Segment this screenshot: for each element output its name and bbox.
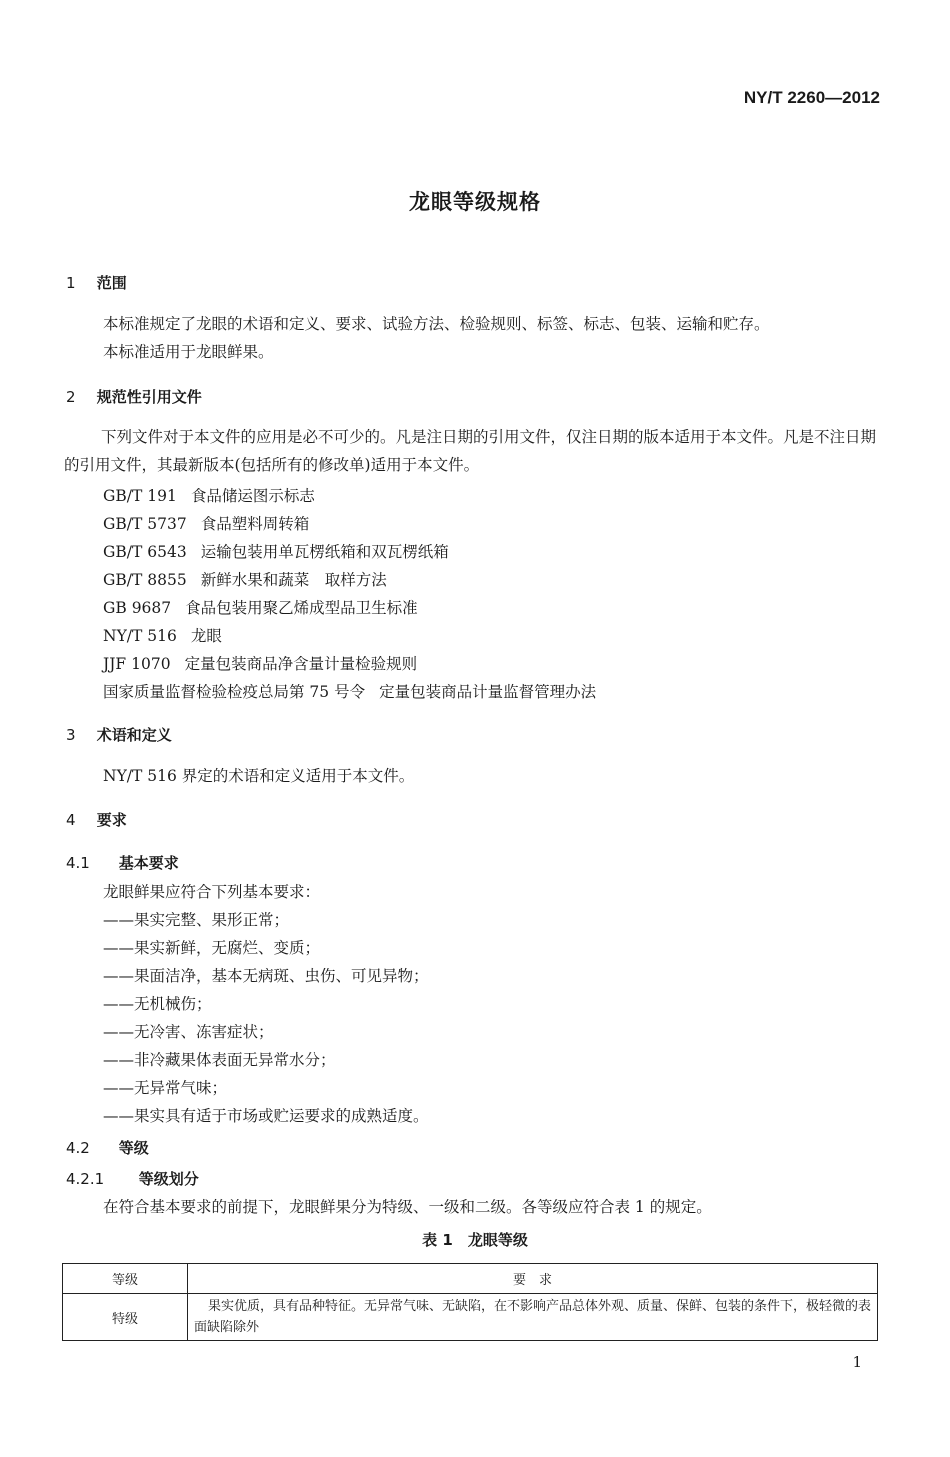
table-header-row (63, 1264, 878, 1294)
paragraph: 龙眼鲜果应符合下列基本要求： (103, 883, 321, 901)
reference-item (103, 680, 596, 702)
table-caption: 表 1 龙眼等级 (422, 1231, 528, 1249)
list-item: ——果实新鲜，无腐烂、变质； (103, 939, 321, 957)
section-4-2-1-heading (66, 1168, 199, 1189)
section-title: 范围 (96, 274, 127, 292)
requirement-cell: 果实优质，具有品种特征。无异常气味、无缺陷，在不影响产品总体外观、质量、保鲜、包装的条件下，极轻微的表面缺陷除外 (188, 1294, 878, 1341)
section-number: 1 (66, 274, 76, 292)
section-number: 4.2.1 (66, 1170, 105, 1188)
section-title: 规范性引用文件 (96, 388, 202, 406)
section-title: 术语和定义 (96, 726, 172, 744)
paragraph: 本标准适用于龙眼鲜果。 (103, 343, 274, 361)
section-number: 4.1 (66, 854, 90, 872)
section-number: 2 (66, 388, 76, 406)
column-header-requirement: 要 求 (188, 1264, 878, 1294)
reference-code: NY/T 516 (103, 627, 177, 645)
reference-title: 定量包装商品净含量计量检验规则 (184, 655, 418, 673)
reference-code: GB/T 5737 (103, 515, 187, 533)
reference-code: GB 9687 (103, 599, 172, 617)
section-1-heading (66, 272, 127, 293)
reference-title: 定量包装商品计量监督管理办法 (379, 683, 597, 701)
section-4-heading (66, 809, 127, 830)
list-item: ——非冷藏果体表面无异常水分； (103, 1051, 336, 1069)
reference-title: 运输包装用单瓦楞纸箱和双瓦楞纸箱 (200, 543, 449, 561)
reference-item (103, 568, 387, 590)
section-title: 等级 (118, 1139, 149, 1157)
list-item: ——无异常气味； (103, 1079, 228, 1097)
list-item: ——无冷害、冻害症状； (103, 1023, 274, 1041)
reference-title: 食品储运图示标志 (190, 487, 315, 505)
paragraph: 下列文件对于本文件的应用是必不可少的。凡是注日期的引用文件，仅注日期的版本适用于本文件。凡是不注日期的引用文件，其最新版本(包括所有的修改单)适用于本文件。 (64, 428, 877, 474)
paragraph: 本标准规定了龙眼的术语和定义、要求、试验方法、检验规则、标签、标志、包装、运输和贮存。 (103, 315, 770, 333)
list-item: ——果面洁净，基本无病斑、虫伤、可见异物； (103, 967, 429, 985)
reference-title: 龙眼 (190, 627, 222, 645)
reference-item (103, 512, 309, 534)
reference-code: GB/T 8855 (103, 571, 187, 589)
section-number: 4 (66, 811, 76, 829)
standard-code: NY/T 2260—2012 (743, 88, 880, 107)
reference-item (103, 652, 417, 674)
paragraph: 在符合基本要求的前提下，龙眼鲜果分为特级、一级和二级。各等级应符合表 1 的规定。 (103, 1198, 712, 1216)
paragraph: NY/T 516 界定的术语和定义适用于本文件。 (103, 767, 415, 785)
section-title: 要求 (96, 811, 127, 829)
section-3-heading (66, 724, 172, 745)
reference-code: 国家质量监督检验检疫总局第 75 号令 (103, 683, 366, 701)
table-row (63, 1294, 878, 1341)
section-2-heading (66, 386, 202, 407)
section-title: 基本要求 (118, 854, 179, 872)
grade-table (62, 1263, 878, 1341)
reference-code: GB/T 6543 (103, 543, 187, 561)
document-title: 龙眼等级规格 (409, 190, 541, 214)
section-4-1-heading (66, 852, 179, 873)
column-header-grade: 等级 (63, 1264, 188, 1294)
reference-title: 食品塑料周转箱 (200, 515, 310, 533)
reference-title: 食品包装用聚乙烯成型品卫生标准 (185, 599, 418, 617)
section-title: 等级划分 (138, 1170, 199, 1188)
reference-title: 新鲜水果和蔬菜 取样方法 (200, 571, 387, 589)
reference-item (103, 540, 449, 562)
reference-item (103, 596, 418, 618)
reference-item (103, 484, 315, 506)
list-item: ——果实具有适于市场或贮运要求的成熟适度。 (103, 1107, 429, 1125)
reference-code: JJF 1070 (103, 655, 171, 673)
reference-code: GB/T 191 (103, 487, 177, 505)
grade-cell: 特级 (63, 1294, 188, 1341)
section-number: 3 (66, 726, 76, 744)
list-item: ——无机械伤； (103, 995, 212, 1013)
page-number: 1 (852, 1353, 862, 1371)
list-item: ——果实完整、果形正常； (103, 911, 290, 929)
reference-item (103, 624, 222, 646)
section-4-2-heading (66, 1137, 149, 1158)
section-number: 4.2 (66, 1139, 90, 1157)
